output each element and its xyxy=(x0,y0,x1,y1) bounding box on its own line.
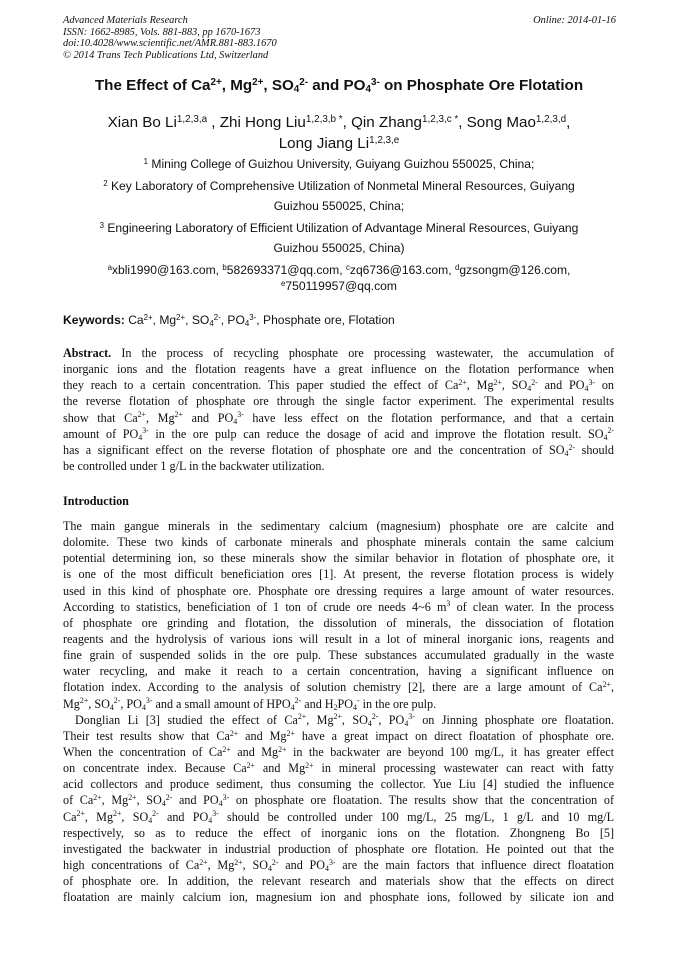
email-link[interactable]: 582693371@qq.com, xyxy=(226,263,346,277)
email-link[interactable]: 750119957@qq.com xyxy=(285,279,397,293)
journal-doi: doi:10.4028/www.scientific.net/AMR.881-883.1670 xyxy=(63,38,277,49)
keywords-label: Keywords: xyxy=(63,313,125,327)
abstract: Abstract. In the process of recycling phosphate ore processing wastewater, the accumulation of inorganic ions and the flotation reagents have a great influence on the flotation performance when they reach to a certain concentration. This paper studied the effect of $Ca^{2+}$, $Mg^{2+}$, $SO_4^{2-}$ and $PO_4^{3-}$ on the reverse flotation of phosphate ore through the single factor experiment. The experimental results show that $Ca^{2+}$, $Mg^{2+}$ and $PO_4^{3-}$ have less effect on the flotation performance, and that a certain amount of $PO_4^{3-}$ in the ore pulp can reduce the dosage of acid and improve the flotation result. $SO_4^{2-}$ has a significant effect on the reverse flotation of phosphate ore and the concentration of $SO_4^{2-}$ should be controlled under 1 g/L in the backwater utilization. xyxy=(63,346,614,473)
author: Long Jiang Li xyxy=(278,135,370,152)
affiliation-2: $^2$ Key Laboratory of Comprehensive Utilization of Nonmetal Mineral Resources, Guiyang Guizhou 550025, China; xyxy=(103,178,575,213)
journal-name: Advanced Materials Research xyxy=(63,15,188,26)
email-link[interactable]: zq6736@163.com, xyxy=(349,263,455,277)
author: Xian Bo Li xyxy=(107,114,177,131)
author: , Song Mao xyxy=(458,114,536,131)
journal-issn: ISSN: 1662-8985, Vols. 881-883, pp 1670-1673 xyxy=(63,26,261,38)
affiliation-3: $^3$ Engineering Laboratory of Efficient Utilization of Advantage Mineral Resources, Guiyang Guizhou 550025, China) xyxy=(99,220,579,255)
author-emails: $^a$xbli1990@163.com, $^b$582693371@qq.com, $^c$zq6736@163.com, $^d$gzsongm@126.com, $^e$750119957@qq.com xyxy=(107,262,571,293)
author: , Qin Zhang xyxy=(342,114,422,131)
journal-copyright: © 2014 Trans Tech Publications Ltd, Switzerland xyxy=(63,49,269,61)
email-link[interactable]: gzsongm@126.com, xyxy=(459,263,571,277)
online-date: Online: 2014-01-16 xyxy=(533,15,616,26)
introduction-body: The main gangue minerals in the sedimentary calcium (magnesium) phosphate ore are calcite and dolomite. These two kinds of carbonate minerals and phosphate minerals contain the same calcium potential determining ion, so these minerals show the similar behavior in flotation of phosphate ore, it is one of the most difficult beneficiation ores [1]. At present, the reverse flotation process is widely used in this kind of phosphate ore. Phosphate ore dressing requires a large amount of water resources. According to statistics, beneficiation of 1 ton of crude ore needs 4~6 $m^3$ of clean water. In the process of phosphate ore grinding and flotation, the dissolution of minerals, the dissociation of flotation reagents and the hydrolysis of various ions will result in a lot of mineral inorganic ions, reagents and fine grain of suspended solids in the ore pulp. These substances accumulated gradually in the waste water recycling, and make it reach to a certain concentration, having a significant influence on flotation index. According to the analysis of solution chemistry [2], there are a large amount of $Ca^{2+}$, $Mg^{2+}$, $SO_4^{2-}$, $PO_4^{3-}$ and a small amount of $HPO_4^{2-}$ and $H_2PO_4^-$ in the ore pulp. Donglian Li [3] studied the effect of $Ca^{2+}$, $Mg^{2+}$, $SO_4^{2-}$, $PO_4^{3-}$ on Jinning phosphate ore floatation. Their test results show that $Ca^{2+}$ and $Mg^{2+}$ have a great impact on direct floatation of phosphate ore. When the concentration of $Ca^{2+}$ and $Mg^{2+}$ in the backwater are beyond 100 mg/L, it has greater effect on concentrate index. Because $Ca^{2+}$ and $Mg^{2+}$ in mineral processing wastewater can react with fatty acid collectors and produce sediment, thus consuming the collector. Yue Liu [4] studied the influence of $Ca^{2+}$, $Mg^{2+}$, $SO_4^{2-}$ and $PO_4^{3-}$ on phosphate ore floatation. The results show that the concentration of $Ca^{2+}$, $Mg^{2+}$, $SO_4^{2-}$ and $PO_4^{3-}$ should be controlled under 100 mg/L, 25 mg/L, 1 g/L and 10 mg/L respectively, so as to reduce the effect of inorganic ions on the flotation. Zhongneng Bo [5] investigated the backwater in industrial production of phosphate ore flotation. He pointed out that the high concentrations of $Ca^{2+}$, $Mg^{2+}$, $SO_4^{2-}$ and $PO_4^{3-}$ are the main factors that influence direct floatation of phosphate ore. In addition, the relevant research and materials show that the effects on direct floatation are mainly calcium ion, magnesium ion and phosphate ions, followed by silicate ion and xyxy=(63,519,615,905)
journal-header xyxy=(63,15,277,61)
email-link[interactable]: xbli1990@163.com, xyxy=(111,263,223,277)
paper-title: The Effect of $Ca^{2+}$, $Mg^{2+}$, $SO_4^{2-}$ and $PO_4^{3-}$ on Phosphate Ore Flotation xyxy=(94,76,584,96)
affiliation-1: $^1$ Mining College of Guizhou University, Guiyang Guizhou 550025, China; xyxy=(143,156,535,171)
abstract-label: Abstract. xyxy=(63,346,112,360)
author-list: Xian Bo Li$^{1,2,3,a}$ , Zhi Hong Liu$^{1,2,3,b *}$, Qin Zhang$^{1,2,3,c *}$, Song Mao$^{1,2,3,d}$, Long Jiang Li$^{1,2,3,e}$ xyxy=(107,113,571,152)
author: , Zhi Hong Liu xyxy=(207,114,306,131)
section-heading-introduction: Introduction xyxy=(63,494,129,508)
keywords: Keywords: $Ca^{2+}$, $Mg^{2+}$, $SO_4^{2-}$, $PO_4^{3-}$, Phosphate ore, Flotation xyxy=(63,312,395,328)
